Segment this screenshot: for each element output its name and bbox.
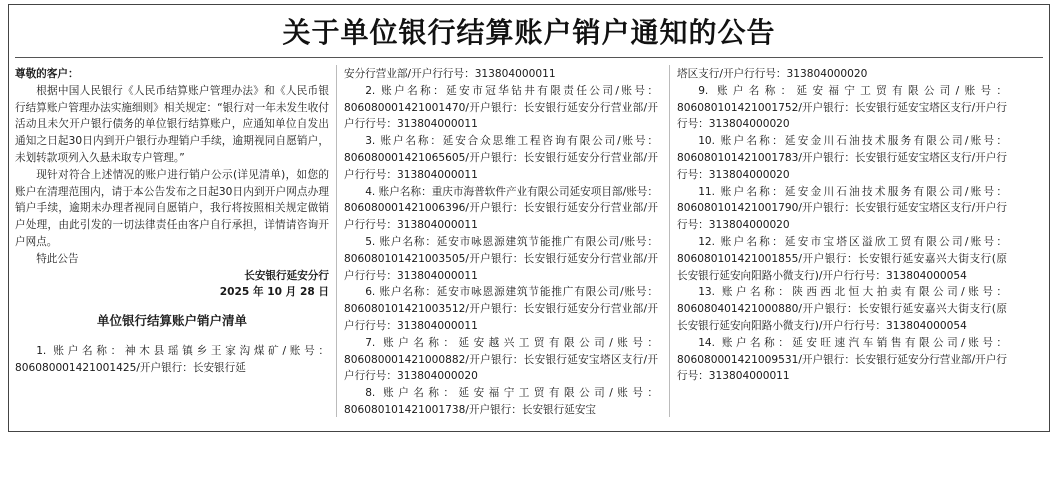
- paragraph: 现针对符合上述情况的账户进行销户公示(详见清单)，如您的账户在清理范围内，请于本公告发布之日起30日内到开户网点办理销户手续，逾期未办理者视同自愿销户，我行将按照相关规定做销户处理，由此引发的一切法律责任由客户自行承担，详情请咨询开户网点。: [15, 168, 329, 248]
- column-divider: [336, 65, 337, 417]
- column-2: [344, 66, 658, 419]
- notice-box: [8, 4, 1050, 432]
- list-item: 10. 账户名称：延安金川石油技术服务有限公司/账号：806080101421001783/开户银行：长安银行延安宝塔区支行/开户行行号：313804000020: [677, 135, 1007, 181]
- notice-title: 关于单位银行结算账户销户通知的公告: [282, 16, 776, 49]
- list-item: 4. 账户名称：重庆市海普软件产业有限公司延安项目部/账号：806080001421006396/开户银行：长安银行延安分行营业部/开户行行号：313804000011: [344, 185, 658, 232]
- list-title: 单位银行结算账户销户清单: [96, 313, 247, 329]
- list-item: 12. 账户名称：延安市宝塔区溢欣工贸有限公司/账号：806080101421001855/开户银行：长安银行延安嘉兴大街支行(原长安银行延安向阳路小微支行)/开户行行号：313804000054: [677, 235, 1007, 282]
- title-divider: [15, 57, 1043, 58]
- list-item: 1. 账户名称：神木县瑶镇乡王家沟煤矿/账号：806080001421001425/开户银行：长安银行延: [15, 344, 329, 374]
- list-item: 5. 账户名称：延安市咏恩源建筑节能推广有限公司/账号：806080101421003505/开户银行：长安银行延安分行营业部/开户行行号：313804000011: [344, 235, 658, 282]
- closing-remark: 特此公告: [36, 252, 79, 265]
- list-item-continued: 安分行营业部/开户行行号：313804000011: [344, 68, 556, 80]
- signature-date: 2025 年 10 月 28 日: [219, 286, 329, 299]
- paragraph: 根据中国人民银行《人民币结算账户管理办法》和《人民币银行结算账户管理办法实施细则》相关规定：“银行对一年未发生收付活动且未欠开户银行债务的单位银行结算账户，应通知单位自发出通知之日起30日内到开户银行办理销户手续，逾期视同自愿销户，未划转款项列入久悬未取专户管理。”: [15, 84, 329, 164]
- list-item: 11. 账户名称：延安金川石油技术服务有限公司/账号：806080101421001790/开户银行：长安银行延安宝塔区支行/开户行行号：313804000020: [677, 185, 1007, 232]
- list-item: 3. 账户名称：延安合众思维工程咨询有限公司/账号：806080001421065605/开户银行：长安银行延安分行营业部/开户行行号：313804000011: [344, 135, 658, 181]
- list-item-continued: 塔区支行/开户行行号：313804000020: [677, 68, 868, 80]
- list-item: 6. 账户名称：延安市咏恩源建筑节能推广有限公司/账号：806080101421003512/开户银行：长安银行延安分行营业部/开户行行号：313804000011: [344, 286, 658, 332]
- column-1: [15, 66, 329, 377]
- list-item: 2. 账户名称：延安市冠华钻井有限责任公司/账号：806080001421001470/开户银行：长安银行延安分行营业部/开户行行号：313804000011: [344, 84, 658, 131]
- list-item: 7. 账户名称：延安越兴工贸有限公司/账号：806080001421000882/开户银行：长安银行延安宝塔区支行/开户行行号：313804000020: [344, 336, 658, 383]
- column-3: [677, 66, 1007, 385]
- list-item: 9. 账户名称：延安福宁工贸有限公司/账号：806080101421001752/开户银行：长安银行延安宝塔区支行/开户行行号：313804000020: [677, 84, 1007, 131]
- list-item: 8. 账户名称：延安福宁工贸有限公司/账号：806080101421001738/开户银行：长安银行延安宝: [344, 387, 658, 416]
- signature-bank: 长安银行延安分行: [244, 269, 329, 282]
- column-divider: [669, 65, 670, 417]
- greeting: 尊敬的客户：: [15, 68, 79, 80]
- list-item: 14. 账户名称：延安旺速汽车销售有限公司/账号：806080001421009531/开户银行：长安银行延安分行营业部/开户行行号：313804000011: [677, 336, 1007, 383]
- list-item: 13. 账户名称：陕西西北恒大拍卖有限公司/账号：806080401421000880/开户银行：长安银行延安嘉兴大街支行(原长安银行延安向阳路小微支行)/开户行行号：313804000054: [677, 286, 1007, 332]
